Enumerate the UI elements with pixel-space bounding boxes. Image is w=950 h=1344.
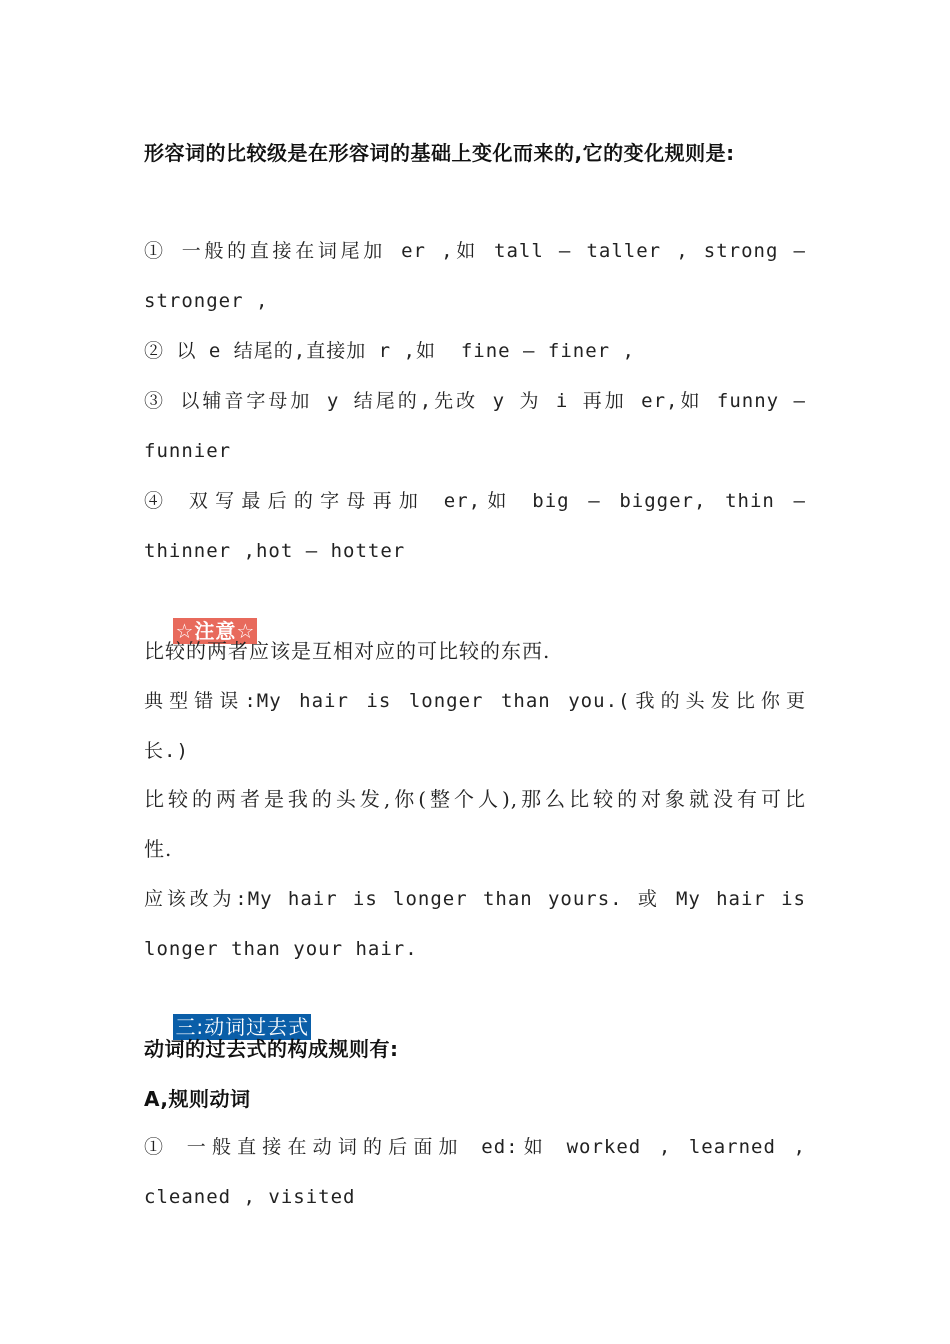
note-line-6: 应该改为:My hair is longer than yours. 或 My hair is [144, 888, 806, 910]
note-line-5: 性. [144, 837, 173, 861]
section-3-sub-a: A,规则动词 [144, 1087, 251, 1111]
rule-1-line-1: ① 一般的直接在词尾加 er ,如 tall – taller , strong – [144, 240, 806, 262]
rule-3-line-1: ③ 以辅音字母加 y 结尾的,先改 y 为 i 再加 er,如 funny – [144, 390, 806, 412]
rule-1-line-2: stronger , [144, 290, 269, 312]
rule-4-line-2: thinner ,hot – hotter [144, 540, 406, 562]
note-line-3: 长.) [144, 740, 189, 762]
rule-4-line-1: ④ 双写最后的字母再加 er,如 big – bigger, thin – [144, 490, 806, 512]
intro-heading: 形容词的比较级是在形容词的基础上变化而来的,它的变化规则是: [144, 141, 735, 165]
note-line-1: 比较的两者应该是互相对应的可比较的东西. [144, 639, 551, 663]
note-line-7: longer than your hair. [144, 938, 418, 960]
note-tag-row [144, 586, 806, 643]
rule-3-line-2: funnier [144, 440, 232, 462]
note-line-2: 典型错误:My hair is longer than you.(我的头发比你更 [144, 690, 806, 712]
section-3-rule-1-line-1: ① 一般直接在动词的后面加 ed:如 worked , learned , [144, 1136, 806, 1158]
rule-2: ② 以 e 结尾的,直接加 r ,如 fine – finer , [144, 340, 635, 362]
note-line-4: 比较的两者是我的头发,你(整个人),那么比较的对象就没有可比 [144, 787, 806, 811]
note-tag: ☆注意☆ [175, 619, 256, 643]
section-3-rule-1-line-2: cleaned , visited [144, 1186, 356, 1208]
section-3-tag-row [144, 982, 806, 1039]
section-3-tag: 三:动词过去式 [175, 1015, 310, 1039]
section-3-heading: 动词的过去式的构成规则有: [144, 1037, 399, 1061]
